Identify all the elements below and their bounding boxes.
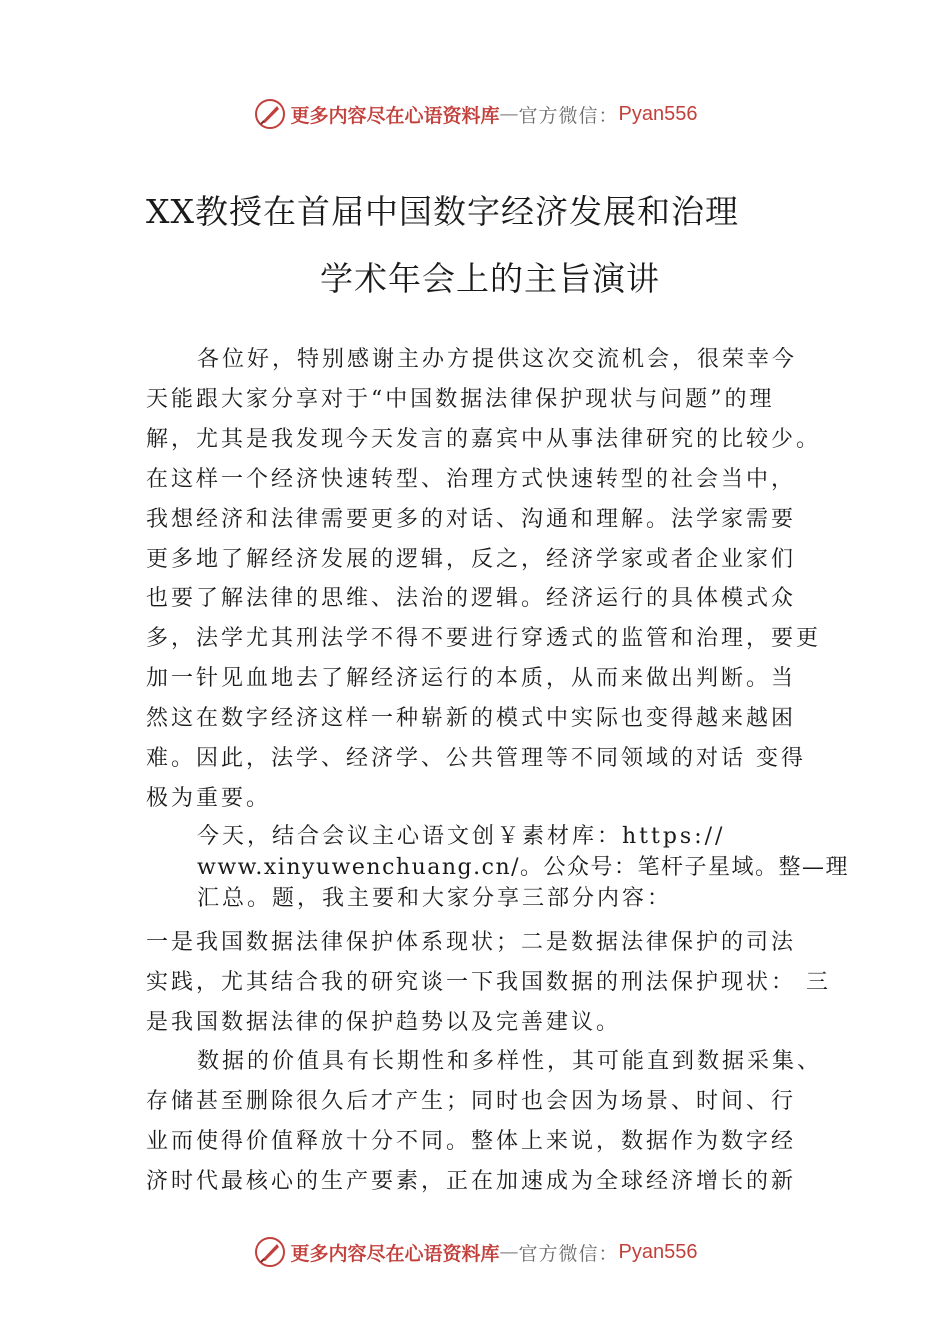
body-line: www.xinyuwenchuang.cn/。公众号：笔杆子星域。整—理 bbox=[197, 855, 850, 880]
header-banner bbox=[0, 94, 950, 134]
banner-separator: — bbox=[499, 103, 519, 125]
body-line: 是我国数据法律的保护趋势以及完善建议。 bbox=[146, 1010, 622, 1035]
body-line: 极为重要。 bbox=[146, 786, 272, 811]
banner-label: 官方微信： bbox=[518, 104, 619, 127]
body-line: 在这样一个经济快速转型、治理方式快速转型的社会当中， bbox=[146, 467, 797, 492]
body-line: 业而使得价值释放十分不同。整体上来说，数据作为数字经 bbox=[146, 1129, 797, 1154]
body-line: 一是我国数据法律保护体系现状；二是数据法律保护的司法 bbox=[146, 930, 797, 955]
body-line: 济时代最核心的生产要素，正在加速成为全球经济增长的新 bbox=[146, 1169, 797, 1194]
body-line: 我想经济和法律需要更多的对话、沟通和理解。法学家需要 bbox=[146, 507, 797, 532]
body-line: 难。因此，法学、经济学、公共管理等不同领域的对话 变得 bbox=[146, 746, 806, 771]
body-line: 数据的价值具有长期性和多样性，其可能直到数据采集、 bbox=[197, 1049, 823, 1074]
quill-logo-icon bbox=[253, 1235, 287, 1269]
banner-brand: 更多内容尽在心语资料库 bbox=[290, 104, 500, 127]
body-line: 汇总。题，我主要和大家分享三部分内容： bbox=[197, 886, 673, 911]
body-line: 存储甚至删除很久后才产生；同时也会因为场景、时间、行 bbox=[146, 1089, 797, 1114]
document-title-line-2: 学术年会上的主旨演讲 bbox=[320, 259, 660, 298]
body-line: 今天，结合会议主心语文创￥素材库：https:// bbox=[197, 824, 726, 849]
body-line: 天能跟大家分享对于“中国数据法律保护现状与问题”的理 bbox=[146, 387, 775, 412]
body-line: 然这在数字经济这样一种崭新的模式中实际也变得越来越困 bbox=[146, 706, 797, 731]
banner-label: 官方微信： bbox=[518, 1242, 619, 1265]
body-line: 实践，尤其结合我的研究谈一下我国数据的刑法保护现状： 三 bbox=[146, 970, 831, 995]
body-line: 加一针见血地去了解经济运行的本质，从而来做出判断。当 bbox=[146, 666, 797, 691]
footer-banner bbox=[0, 1232, 950, 1272]
banner-wechat-id: Pyan556 bbox=[618, 1240, 698, 1263]
body-line: 也要了解法律的思维、法治的逻辑。经济运行的具体模式众 bbox=[146, 586, 797, 611]
body-line: 更多地了解经济发展的逻辑，反之，经济学家或者企业家们 bbox=[146, 547, 797, 572]
banner-separator: — bbox=[499, 1241, 519, 1263]
document-title-line-1: XX教授在首届中国数字经济发展和治理 bbox=[146, 192, 739, 231]
banner-brand: 更多内容尽在心语资料库 bbox=[290, 1242, 500, 1265]
body-line: 解，尤其是我发现今天发言的嘉宾中从事法律研究的比较少。 bbox=[146, 427, 822, 452]
banner-wechat-id: Pyan556 bbox=[618, 102, 698, 125]
quill-logo-icon bbox=[253, 97, 287, 131]
body-line: 多，法学尤其刑法学不得不要进行穿透式的监管和治理，要更 bbox=[146, 626, 822, 651]
body-line: 各位好，特别感谢主办方提供这次交流机会，很荣幸今 bbox=[197, 347, 798, 372]
